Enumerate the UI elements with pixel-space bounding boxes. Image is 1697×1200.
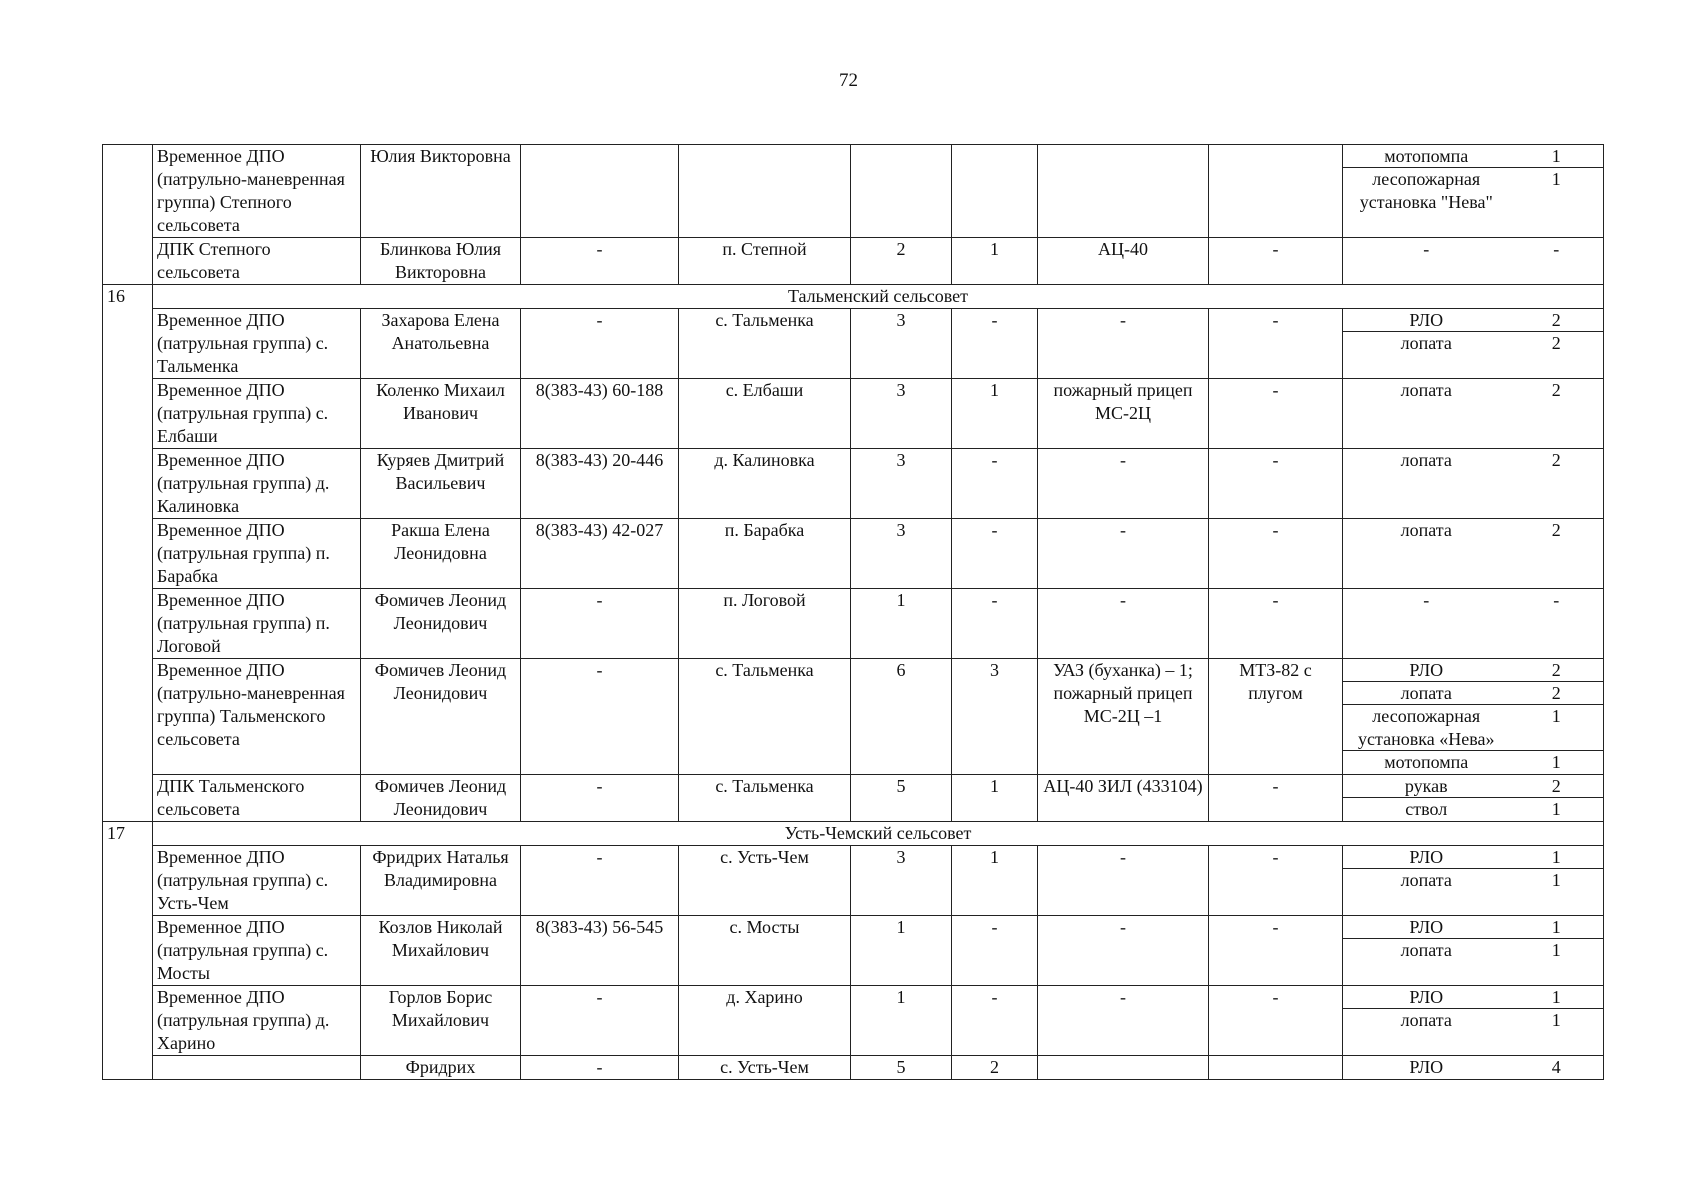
organization-cell: ДПК Тальменского сельсовета [153,775,361,822]
organization-cell: Временное ДПО (патрульная группа) д. Калиновка [153,449,361,519]
personnel-cell: 1 [851,589,952,659]
special-equipment-cell: МТЗ-82 с плугом [1209,659,1343,775]
equipment-name: ствол [1405,799,1448,819]
special-equipment-cell [1209,145,1343,238]
equipment-name: РЛО [1343,659,1510,682]
equipment-name: лопата [1343,682,1510,705]
equipment-count: 1 [1510,846,1604,869]
personnel-cell: 3 [851,519,952,589]
table-row [103,309,1604,379]
organization-cell: Временное ДПО (патрульная группа) д. Харино [153,986,361,1056]
phone-cell: - [521,775,679,822]
equipment-name: - [1423,239,1430,259]
organization-cell: Временное ДПО (патрульно-маневренная группа) Степного сельсовета [153,145,361,238]
personnel-cell: 1 [851,986,952,1056]
equipment-count: 1 [1510,145,1604,168]
section-number-cell [103,238,153,285]
section-number: 17 [103,822,153,846]
organization-cell: Временное ДПО (патрульная группа) п. Барабка [153,519,361,589]
vehicle-cell: - [1038,309,1209,379]
table-row [103,379,1604,449]
equipment-name: РЛО [1343,846,1510,869]
equipment-count: 1 [1510,986,1604,1009]
equipment-name: лопата [1400,1010,1452,1030]
head-cell: Фридрих [361,1056,521,1080]
units-cell: - [952,309,1038,379]
equipment-count-cell [1510,449,1604,519]
personnel-cell: 3 [851,309,952,379]
personnel-cell: 3 [851,449,952,519]
location-cell: д. Харино [679,986,851,1056]
equipment-count: 4 [1551,1057,1561,1077]
equipment-count: - [1553,590,1560,610]
personnel-cell: 2 [851,238,952,285]
phone-cell: 8(383-43) 20-446 [521,449,679,519]
equipment-count-cell [1510,659,1604,775]
vehicle-cell: - [1038,916,1209,986]
head-cell: Фомичев Леонид Леонидович [361,589,521,659]
personnel-cell: 5 [851,775,952,822]
phone-cell: - [521,1056,679,1080]
phone-cell: - [521,309,679,379]
organization-cell [153,1056,361,1080]
units-cell: - [952,986,1038,1056]
table-row [103,145,1604,238]
equipment-name: лопата [1400,870,1452,890]
equipment-count-cell [1510,1056,1604,1080]
vehicle-cell [1038,145,1209,238]
vehicle-cell [1038,1056,1209,1080]
head-cell: Фридрих Наталья Владимировна [361,846,521,916]
equipment-name-cell [1343,916,1510,986]
equipment-name-cell [1343,659,1510,775]
special-equipment-cell: - [1209,986,1343,1056]
section-header-row [103,822,1604,846]
phone-cell: 8(383-43) 42-027 [521,519,679,589]
equipment-count: 2 [1551,333,1561,353]
equipment-count-cell [1510,846,1604,916]
table-row [103,589,1604,659]
equipment-name: РЛО [1343,916,1510,939]
head-cell: Фомичев Леонид Леонидович [361,775,521,822]
units-cell: - [952,519,1038,589]
units-cell: - [952,589,1038,659]
location-cell: с. Усть-Чем [679,846,851,916]
special-equipment-cell: - [1209,775,1343,822]
special-equipment-cell: - [1209,916,1343,986]
head-cell: Захарова Елена Анатольевна [361,309,521,379]
equipment-name-cell [1343,1056,1510,1080]
equipment-name: мотопомпа [1384,752,1469,772]
equipment-name-cell [1343,846,1510,916]
personnel-cell: 3 [851,379,952,449]
personnel-cell [851,145,952,238]
special-equipment-cell: - [1209,449,1343,519]
equipment-name-cell [1343,449,1510,519]
phone-cell: 8(383-43) 60-188 [521,379,679,449]
location-cell: с. Тальменка [679,309,851,379]
special-equipment-cell: - [1209,519,1343,589]
table-row [103,519,1604,589]
head-cell: Юлия Викторовна [361,145,521,238]
table-row [103,238,1604,285]
organization-cell: Временное ДПО (патрульная группа) с. Мосты [153,916,361,986]
equipment-count-cell [1510,775,1604,822]
equipment-count: 1 [1551,752,1561,772]
special-equipment-cell: - [1209,238,1343,285]
units-cell: - [952,449,1038,519]
equipment-count-cell [1510,916,1604,986]
equipment-name-cell [1343,238,1510,285]
units-cell: 1 [952,846,1038,916]
section-title: Тальменский сельсовет [153,285,1604,309]
equipment-name: лопата [1400,520,1452,540]
location-cell: д. Калиновка [679,449,851,519]
section-number-cell [103,519,153,589]
location-cell: с. Усть-Чем [679,1056,851,1080]
equipment-name-cell [1343,589,1510,659]
section-number-cell [103,659,153,775]
special-equipment-cell: - [1209,846,1343,916]
equipment-name: РЛО [1343,309,1510,332]
location-cell: с. Мосты [679,916,851,986]
section-number-cell [103,986,153,1056]
equipment-name: лопата [1400,940,1452,960]
location-cell: п. Логовой [679,589,851,659]
vehicle-cell: - [1038,519,1209,589]
special-equipment-cell [1209,1056,1343,1080]
special-equipment-cell: - [1209,379,1343,449]
units-cell: - [952,916,1038,986]
personnel-cell: 6 [851,659,952,775]
vehicle-cell: - [1038,986,1209,1056]
section-number-cell [103,309,153,379]
organization-cell: Временное ДПО (патрульная группа) с. Елбаши [153,379,361,449]
equipment-count: 1 [1551,940,1561,960]
equipment-count: 1 [1551,1010,1561,1030]
equipment-count: 1 [1510,916,1604,939]
head-cell: Блинкова Юлия Викторовна [361,238,521,285]
location-cell: п. Барабка [679,519,851,589]
equipment-count: 1 [1551,169,1561,189]
equipment-name: РЛО [1409,1057,1444,1077]
equipment-count-cell [1510,238,1604,285]
section-number-cell [103,589,153,659]
organization-cell: Временное ДПО (патрульная группа) с. Тальменка [153,309,361,379]
organization-cell: Временное ДПО (патрульная группа) п. Логовой [153,589,361,659]
phone-cell: - [521,659,679,775]
table-row [103,775,1604,822]
head-cell: Коленко Михаил Иванович [361,379,521,449]
equipment-count: 2 [1551,450,1561,470]
vehicle-cell: - [1038,589,1209,659]
table-body [103,145,1604,1080]
equipment-name-cell [1343,379,1510,449]
units-cell: 1 [952,775,1038,822]
head-cell: Ракша Елена Леонидовна [361,519,521,589]
equipment-name: лесопожарная установка "Нева" [1359,169,1493,212]
table-row [103,449,1604,519]
section-number-cell [103,846,153,916]
equipment-count: 2 [1510,775,1604,798]
equipment-count: 1 [1551,870,1561,890]
equipment-count: 2 [1510,309,1604,332]
location-cell [679,145,851,238]
equipment-name-cell [1343,519,1510,589]
section-number-cell [103,1056,153,1080]
equipment-name: лопата [1400,380,1452,400]
location-cell: с. Елбаши [679,379,851,449]
vehicle-cell: - [1038,449,1209,519]
equipment-name-cell [1343,775,1510,822]
equipment-name: рукав [1343,775,1510,798]
equipment-name: лопата [1400,450,1452,470]
personnel-cell: 5 [851,1056,952,1080]
head-cell: Куряев Дмитрий Васильевич [361,449,521,519]
personnel-cell: 1 [851,916,952,986]
table-row [103,846,1604,916]
special-equipment-cell: - [1209,309,1343,379]
equipment-name-cell [1343,145,1510,238]
equipment-count-cell [1510,145,1604,238]
equipment-count: 1 [1551,799,1561,819]
table-row [103,916,1604,986]
equipment-count: 2 [1510,659,1604,682]
table-row [103,986,1604,1056]
equipment-name: РЛО [1343,986,1510,1009]
section-number-cell [103,379,153,449]
section-header-row [103,285,1604,309]
phone-cell: - [521,986,679,1056]
section-number-cell [103,916,153,986]
head-cell: Козлов Николай Михайлович [361,916,521,986]
section-number-cell [103,449,153,519]
vehicle-cell: АЦ-40 ЗИЛ (433104) [1038,775,1209,822]
equipment-name-cell [1343,986,1510,1056]
organization-cell: Временное ДПО (патрульная группа) с. Усть-Чем [153,846,361,916]
equipment-name: - [1423,590,1430,610]
location-cell: п. Степной [679,238,851,285]
table-row [103,1056,1604,1080]
equipment-count-cell [1510,986,1604,1056]
page-number: 72 [839,70,858,91]
equipment-count-cell [1510,589,1604,659]
section-number-cell [103,145,153,238]
vehicle-cell: - [1038,846,1209,916]
section-number: 16 [103,285,153,309]
phone-cell: - [521,238,679,285]
organization-cell: ДПК Степного сельсовета [153,238,361,285]
units-cell [952,145,1038,238]
vehicle-cell: АЦ-40 [1038,238,1209,285]
personnel-cell: 3 [851,846,952,916]
head-cell: Фомичев Леонид Леонидович [361,659,521,775]
equipment-name-cell [1343,309,1510,379]
equipment-count: 2 [1551,520,1561,540]
location-cell: с. Тальменка [679,659,851,775]
location-cell: с. Тальменка [679,775,851,822]
vehicle-cell: УАЗ (буханка) – 1; пожарный прицеп МС-2Ц –1 [1038,659,1209,775]
equipment-count-cell [1510,519,1604,589]
special-equipment-cell: - [1209,589,1343,659]
head-cell: Горлов Борис Михайлович [361,986,521,1056]
fire-brigade-table [102,144,1604,1080]
units-cell: 2 [952,1056,1038,1080]
organization-cell: Временное ДПО (патрульно-маневренная группа) Тальменского сельсовета [153,659,361,775]
table-row [103,659,1604,775]
equipment-name: лопата [1400,333,1452,353]
equipment-name: лесопожарная установка «Нева» [1343,705,1510,751]
equipment-count: 2 [1510,682,1604,705]
units-cell: 1 [952,379,1038,449]
equipment-count: - [1553,239,1560,259]
equipment-count: 2 [1551,380,1561,400]
section-title: Усть-Чемский сельсовет [153,822,1604,846]
equipment-count: 1 [1510,705,1604,751]
vehicle-cell: пожарный прицеп МС-2Ц [1038,379,1209,449]
phone-cell: - [521,846,679,916]
phone-cell: - [521,589,679,659]
phone-cell: 8(383-43) 56-545 [521,916,679,986]
equipment-name: мотопомпа [1343,145,1510,168]
phone-cell [521,145,679,238]
units-cell: 1 [952,238,1038,285]
units-cell: 3 [952,659,1038,775]
equipment-count-cell [1510,309,1604,379]
section-number-cell [103,775,153,822]
equipment-count-cell [1510,379,1604,449]
